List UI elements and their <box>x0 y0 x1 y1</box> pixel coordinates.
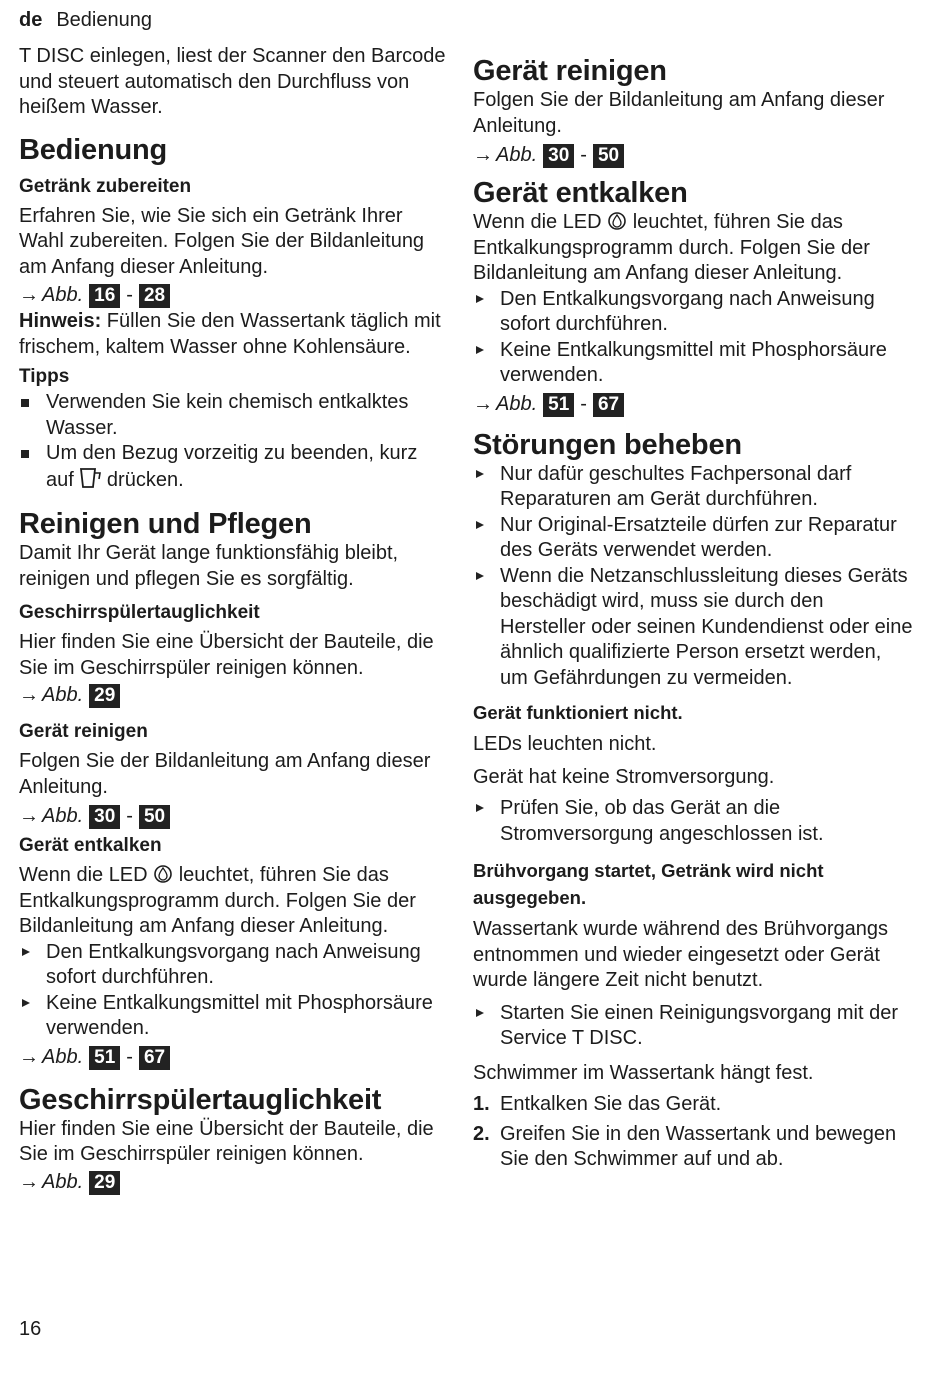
left-column <box>19 44 449 1196</box>
cup-button-icon <box>79 467 101 489</box>
figure-reference: → Abb. 16 - 28 <box>19 281 449 309</box>
list-item: Verwenden Sie kein chemisch entkalktes Wasser. <box>46 391 409 439</box>
figure-reference: → Abb. 30 - 50 <box>19 802 449 830</box>
list-item: Keine Entkalkungsmittel mit Phosphorsäure verwenden. <box>46 991 433 1039</box>
figure-number: 28 <box>139 284 170 308</box>
right-column <box>473 44 913 1173</box>
remedy-list <box>473 1001 913 1052</box>
heading-tipps: Tipps <box>19 366 70 387</box>
figure-reference: → Abb. 51 - 67 <box>19 1043 449 1071</box>
list-item: 2. Greifen Sie in den Wassertank und bewegen Sie den Schwimmer auf und ab. <box>473 1122 897 1170</box>
geschirrspueler-text: Hier finden Sie eine Übersicht der Bauteile, die Sie im Geschirrspüler reinigen können. <box>19 631 434 679</box>
problem-cause: Gerät hat keine Stromversorgung. <box>473 765 775 788</box>
list-item: Den Entkalkungsvorgang nach Anweisung sofort durchführen. <box>46 940 421 988</box>
figure-number: 67 <box>139 1046 170 1070</box>
arrow-right-icon: → <box>19 805 39 827</box>
list-item: Keine Entkalkungsmittel mit Phosphorsäure verwenden. <box>500 338 887 386</box>
stoerungen-list <box>473 462 913 692</box>
figure-number: 16 <box>89 284 120 308</box>
list-item: Starten Sie einen Reinigungsvorgang mit der Service T DISC. <box>500 1001 899 1049</box>
section-title: Bedienung <box>56 9 152 31</box>
arrow-right-icon: → <box>19 1045 39 1068</box>
problem-cause: Schwimmer im Wassertank hängt fest. <box>473 1061 814 1084</box>
arrow-right-icon: → <box>19 284 39 306</box>
page-header <box>19 9 152 32</box>
reinigen-text: Damit Ihr Gerät lange funktionsfähig bleibt, reinigen und pflegen Sie es sorgfältig. <box>19 542 399 590</box>
list-item: Wenn die Netzanschlussleitung dieses Geräts beschädigt wird, muss sie durch den Hersteller oder seinen Kundendienst oder eine ähnlich qualifizierte Person ersetzt werden, um Gefährdungen zu vermeiden. <box>500 564 913 689</box>
heading-getraenk-zubereiten: Getränk zubereiten <box>19 175 192 197</box>
geraet-entkalken-text: Wenn die LED leuchtet, führen Sie das Entkalkungsprogramm durch. Folgen Sie der Bildanleitung am Anfang dieser Anleitung. <box>473 211 870 284</box>
heading-geraet-entkalken: Gerät entkalken <box>19 835 162 856</box>
arrow-right-icon: → <box>19 1170 39 1193</box>
heading-bedienung: Bedienung <box>19 133 168 166</box>
problem-title: Brühvorgang startet, Getränk wird nicht ausgegeben. <box>473 860 824 908</box>
figure-number: 50 <box>139 805 170 829</box>
language-code: de <box>19 9 43 31</box>
list-item: Prüfen Sie, ob das Gerät an die Stromversorgung angeschlossen ist. <box>500 797 824 845</box>
descale-led-icon <box>153 864 173 884</box>
figure-number: 67 <box>593 393 624 417</box>
list-item: Den Entkalkungsvorgang nach Anweisung sofort durchführen. <box>500 287 875 335</box>
problem-title: Gerät funktioniert nicht. <box>473 702 683 723</box>
page-number: 16 <box>19 1318 42 1340</box>
figure-number: 29 <box>89 1171 120 1195</box>
steps-list <box>473 1092 913 1173</box>
list-item: Nur dafür geschultes Fachpersonal darf Reparaturen am Gerät durchführen. <box>500 462 852 510</box>
figure-reference: → Abb. 29 <box>19 1168 449 1196</box>
heading-geraet-reinigen: Gerät reinigen <box>19 721 148 742</box>
figure-number: 50 <box>593 144 624 168</box>
figure-number: 29 <box>89 684 120 708</box>
arrow-right-icon: → <box>473 392 493 415</box>
figure-number: 30 <box>543 144 574 168</box>
list-item: Um den Bezug vorzeitig zu beenden, kurz auf drücken. <box>46 442 418 491</box>
figure-reference: → Abb. 51 - 67 <box>473 390 913 418</box>
list-item: 1. Entkalken Sie das Gerät. <box>473 1093 722 1115</box>
tipps-list <box>19 390 449 493</box>
descale-led-icon <box>607 211 627 231</box>
problem-cause: Wassertank wurde während des Brühvorgangs entnommen und wieder eingesetzt oder Gerät wurde längere Zeit nicht benutzt. <box>473 918 889 991</box>
figure-number: 30 <box>89 805 120 829</box>
entkalken-list <box>19 940 449 1042</box>
figure-number: 51 <box>543 393 574 417</box>
intro-text: T DISC einlegen, liest der Scanner den Barcode und steuert automatisch den Durchfluss von heißem Wasser. <box>19 45 446 118</box>
heading-geraet-reinigen-main: Gerät reinigen <box>473 55 667 87</box>
geraet-entkalken-text: Wenn die LED leuchtet, führen Sie das Entkalkungsprogramm durch. Folgen Sie der Bildanleitung am Anfang dieser Anleitung. <box>19 864 416 937</box>
problem-symptom: LEDs leuchten nicht. <box>473 733 657 755</box>
remedy-list <box>473 796 913 847</box>
list-item: Nur Original-Ersatzteile dürfen zur Reparatur des Geräts verwendet werden. <box>500 513 897 561</box>
geraet-reinigen-text: Folgen Sie der Bildanleitung am Anfang dieser Anleitung. <box>19 750 431 798</box>
getraenk-text: Erfahren Sie, wie Sie sich ein Getränk Ihrer Wahl zubereiten. Folgen Sie der Bildanleitung am Anfang dieser Anleitung. <box>19 204 425 278</box>
figure-number: 51 <box>89 1046 120 1070</box>
arrow-right-icon: → <box>473 144 493 166</box>
geraet-reinigen-text: Folgen Sie der Bildanleitung am Anfang dieser Anleitung. <box>473 89 885 137</box>
entkalken-list <box>473 287 913 389</box>
heading-geschirrspuelertauglichkeit-main: Geschirrspülertauglichkeit <box>19 1083 382 1116</box>
figure-reference: → Abb. 30 - 50 <box>473 141 913 169</box>
hinweis-note: Hinweis: Füllen Sie den Wassertank täglich mit frischem, kaltem Wasser ohne Kohlensäure. <box>19 310 441 358</box>
heading-geraet-entkalken-main: Gerät entkalken <box>473 177 688 209</box>
heading-reinigen-pflegen: Reinigen und Pflegen <box>19 508 312 540</box>
heading-geschirrspuelertauglichkeit: Geschirrspülertauglichkeit <box>19 602 260 623</box>
geschirrspueler-text-2: Hier finden Sie eine Übersicht der Bauteile, die Sie im Geschirrspüler reinigen können. <box>19 1117 434 1165</box>
arrow-right-icon: → <box>19 684 39 706</box>
figure-reference: → Abb. 29 <box>19 681 449 709</box>
heading-stoerungen-beheben: Störungen beheben <box>473 428 742 461</box>
